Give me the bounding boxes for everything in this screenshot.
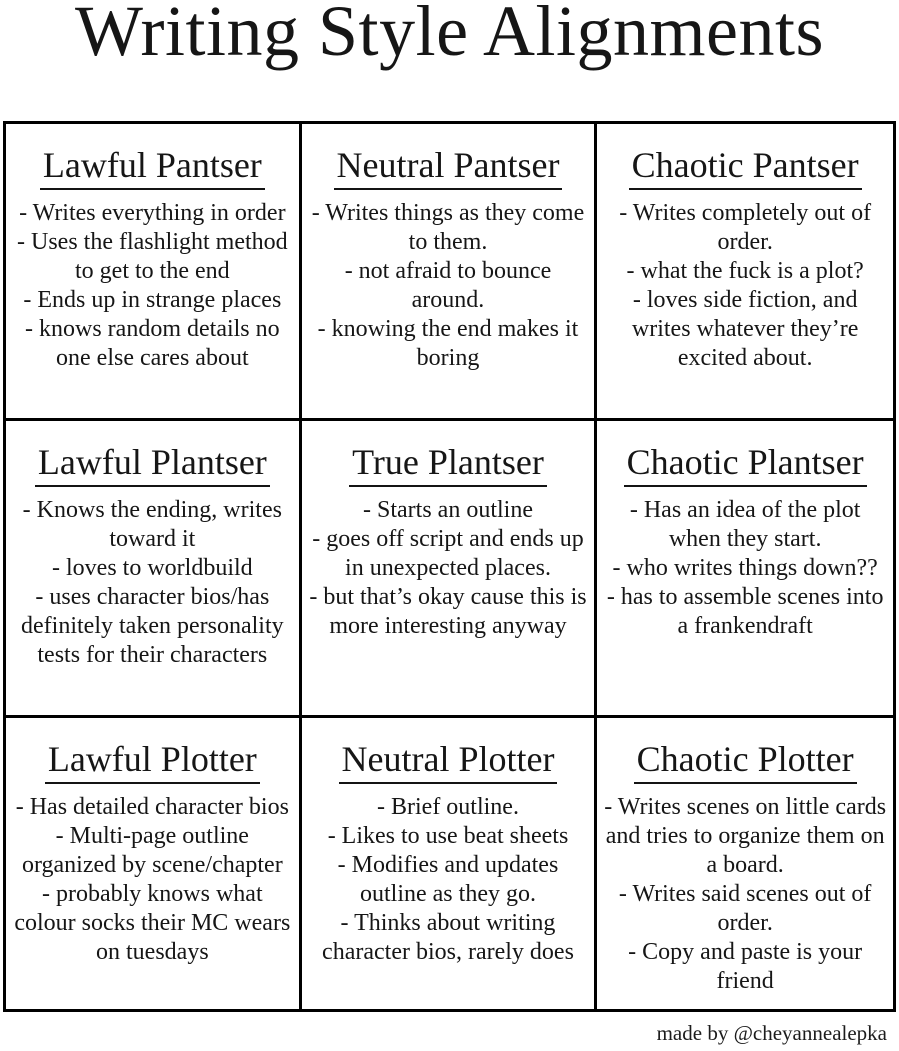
cell-header-text: Lawful Pantser [40, 145, 265, 190]
cell-header [12, 442, 293, 487]
trait-line: - who writes things down?? [612, 555, 878, 582]
trait-line: - Likes to use beat sheets [327, 823, 569, 850]
trait-line: - Writes everything in order [19, 200, 286, 227]
cell-true-plantser [302, 421, 598, 718]
cell-trait-list [603, 793, 887, 996]
trait-line: - knowing the end makes it boring [317, 316, 579, 372]
trait-line: - Writes things as they come to them. [311, 200, 585, 256]
cell-header [12, 145, 293, 190]
cell-chaotic-pantser [597, 124, 893, 421]
trait-line: - Thinks about writing character bios, rarely does [322, 910, 574, 966]
cell-header-text: Neutral Plotter [339, 739, 558, 784]
cell-header [308, 145, 589, 190]
trait-line: - Knows the ending, writes toward it [22, 497, 282, 553]
trait-line: - Modifies and updates outline as they go. [337, 852, 559, 908]
trait-line: - Has detailed character bios [15, 794, 289, 821]
trait-line: - Writes said scenes out of order. [618, 881, 872, 937]
cell-header-text: Chaotic Pantser [629, 145, 862, 190]
cell-header [308, 442, 589, 487]
trait-line: - loves to worldbuild [52, 555, 253, 582]
trait-line: - but that’s okay cause this is more interesting anyway [309, 584, 587, 640]
cell-header [603, 442, 887, 487]
cell-neutral-plotter [302, 718, 598, 1009]
trait-line: - Ends up in strange places [23, 287, 282, 314]
trait-line: - Writes completely out of order. [619, 200, 872, 256]
trait-line: - Copy and paste is your friend [628, 939, 863, 995]
trait-line: - uses character bios/has definitely taken personality tests for their characters [21, 584, 284, 669]
cell-trait-list [12, 199, 293, 373]
cell-header-text: Chaotic Plantser [624, 442, 867, 487]
page-header [0, 0, 899, 121]
trait-line: - Brief outline. [377, 794, 519, 821]
cell-trait-list [12, 793, 293, 967]
cell-neutral-pantser [302, 124, 598, 421]
trait-line: - Writes scenes on little cards and tries to organize them on a board. [604, 794, 887, 879]
cell-trait-list [603, 199, 887, 373]
page-title: Writing Style Alignments [74, 0, 825, 71]
cell-header [603, 739, 887, 784]
cell-lawful-pantser [6, 124, 302, 421]
trait-line: - probably knows what colour socks their MC wears on tuesdays [14, 881, 291, 966]
cell-chaotic-plantser [597, 421, 893, 718]
trait-line: - Uses the flashlight method to get to the end [17, 229, 288, 285]
cell-chaotic-plotter [597, 718, 893, 1009]
cell-header-text: True Plantser [349, 442, 547, 487]
trait-line: - not afraid to bounce around. [344, 258, 552, 314]
trait-line: - Multi-page outline organized by scene/chapter [21, 823, 283, 879]
trait-line: - Starts an outline [363, 497, 533, 524]
cell-trait-list [308, 793, 589, 967]
cell-trait-list [308, 496, 589, 641]
cell-trait-list [308, 199, 589, 373]
cell-lawful-plantser [6, 421, 302, 718]
trait-line: - has to assemble scenes into a frankendraft [606, 584, 884, 640]
cell-lawful-plotter [6, 718, 302, 1009]
trait-line: - Has an idea of the plot when they start. [629, 497, 861, 553]
cell-trait-list [12, 496, 293, 670]
trait-line: - knows random details no one else cares about [25, 316, 280, 372]
cell-header [12, 739, 293, 784]
cell-header-text: Lawful Plotter [45, 739, 260, 784]
cell-header [308, 739, 589, 784]
cell-header-text: Lawful Plantser [35, 442, 270, 487]
trait-line: - what the fuck is a plot? [626, 258, 864, 285]
cell-trait-list [603, 496, 887, 641]
cell-header-text: Neutral Pantser [334, 145, 563, 190]
alignment-grid [3, 121, 896, 1012]
credit-line: made by @cheyannealepka [656, 1021, 887, 1045]
cell-header [603, 145, 887, 190]
trait-line: - goes off script and ends up in unexpected places. [312, 526, 584, 582]
cell-header-text: Chaotic Plotter [634, 739, 857, 784]
trait-line: - loves side fiction, and writes whatever they’re excited about. [631, 287, 859, 372]
